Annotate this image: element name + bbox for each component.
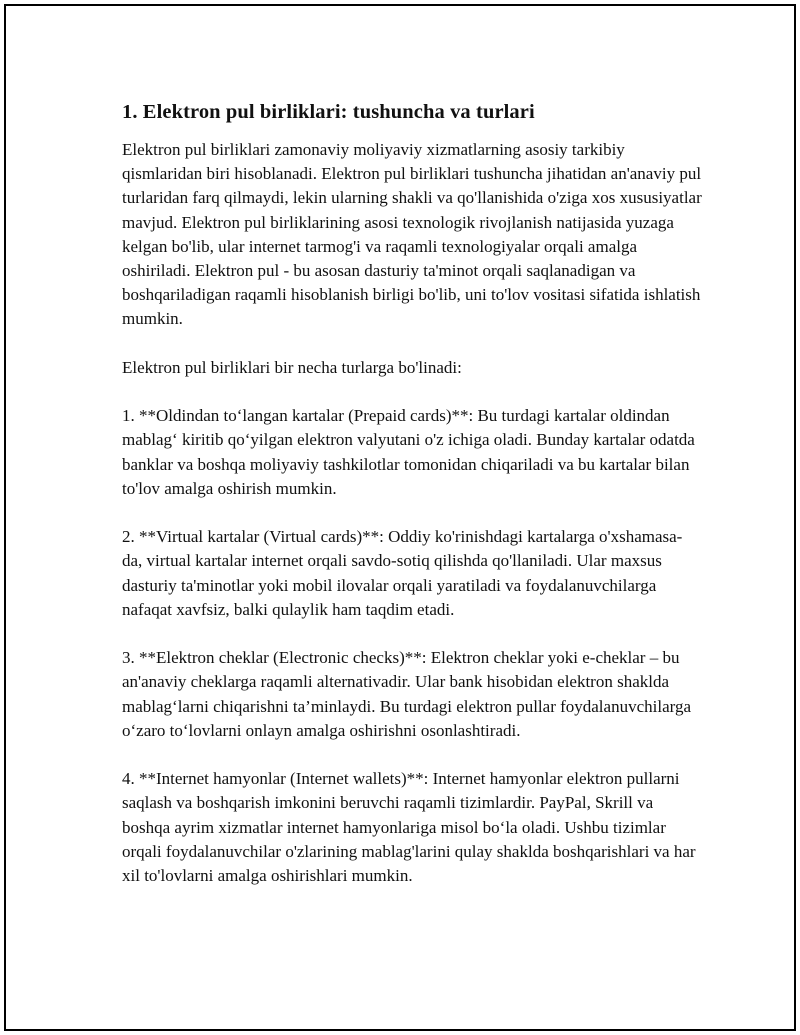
page-frame <box>4 4 796 1031</box>
virtual-cards-paragraph: 2. **Virtual kartalar (Virtual cards)**: Oddiy ko'rinishdagi kartalarga o'xshamasa-da, virtual kartalar internet orqali savdo-sotiq qilishda qo'llaniladi. Ular maxsus dasturiy ta'minotlar yoki mobil ilovalar orqali yaratiladi va foydalanuvchilarga nafaqat xavfsiz, balki qulaylik ham taqdim etadi. <box>122 527 683 619</box>
internet-wallets-paragraph: 4. **Internet hamyonlar (Internet wallets)**: Internet hamyonlar elektron pullarni saqlash va boshqarish imkonini beruvchi raqamli tizimlardir. PayPal, Skrill va boshqa ayrim xizmatlar internet hamyonlariga misol bo‘la oladi. Ushbu tizimlar orqali foydalanuvchilar o'zlarining mablag'larini qulay shaklda boshqarishlari va har xil to'lovlarni amalga oshirishlari mumkin. <box>122 769 696 886</box>
electronic-checks-paragraph: 3. **Elektron cheklar (Electronic checks)**: Elektron cheklar yoki e-cheklar – bu an'anaviy cheklarga raqamli alternativadir. Ular bank hisobidan elektron shaklda mablag‘larni chiqarishni ta’minlaydi. Bu turdagi elektron pullar foydalanuvchilarga o‘zaro to‘lovlarni onlayn amalga oshirishni osonlashtiradi. <box>122 648 692 740</box>
section-heading: 1. Elektron pul birliklari: tushuncha va turlari <box>122 101 535 123</box>
document-body <box>122 98 702 912</box>
prepaid-cards-paragraph: 1. **Oldindan to‘langan kartalar (Prepaid cards)**: Bu turdagi kartalar oldindan mablag‘ kiritib qo‘yilgan elektron valyutani o'z ichiga oladi. Bunday kartalar odatda banklar va boshqa moliyaviy tashkilotlar tomonidan chiqariladi va bu kartalar bilan to'lov amalga oshirish mumkin. <box>122 406 695 498</box>
intro-paragraph: Elektron pul birliklari zamonaviy moliyaviy xizmatlarning asosiy tarkibiy qismlaridan biri hisoblanadi. Elektron pul birliklari tushuncha jihatidan an'anaviy pul turlaridan farq qilmaydi, lekin ularning shakli va qo'llanishida o'ziga xos xususiyatlar mavjud. Elektron pul birliklarining asosi texnologik rivojlanish natijasida yuzaga kelgan bo'lib, ular internet tarmog'i va raqamli texnologiyalar orqali amalga oshiriladi. Elektron pul - bu asosan dasturiy ta'minot orqali saqlanadigan va boshqariladigan raqamli hisoblanish birligi bo'lib, uni to'lov vositasi sifatida ishlatish mumkin. <box>122 140 702 329</box>
types-intro-paragraph: Elektron pul birliklari bir necha turlarga bo'linadi: <box>122 357 462 377</box>
